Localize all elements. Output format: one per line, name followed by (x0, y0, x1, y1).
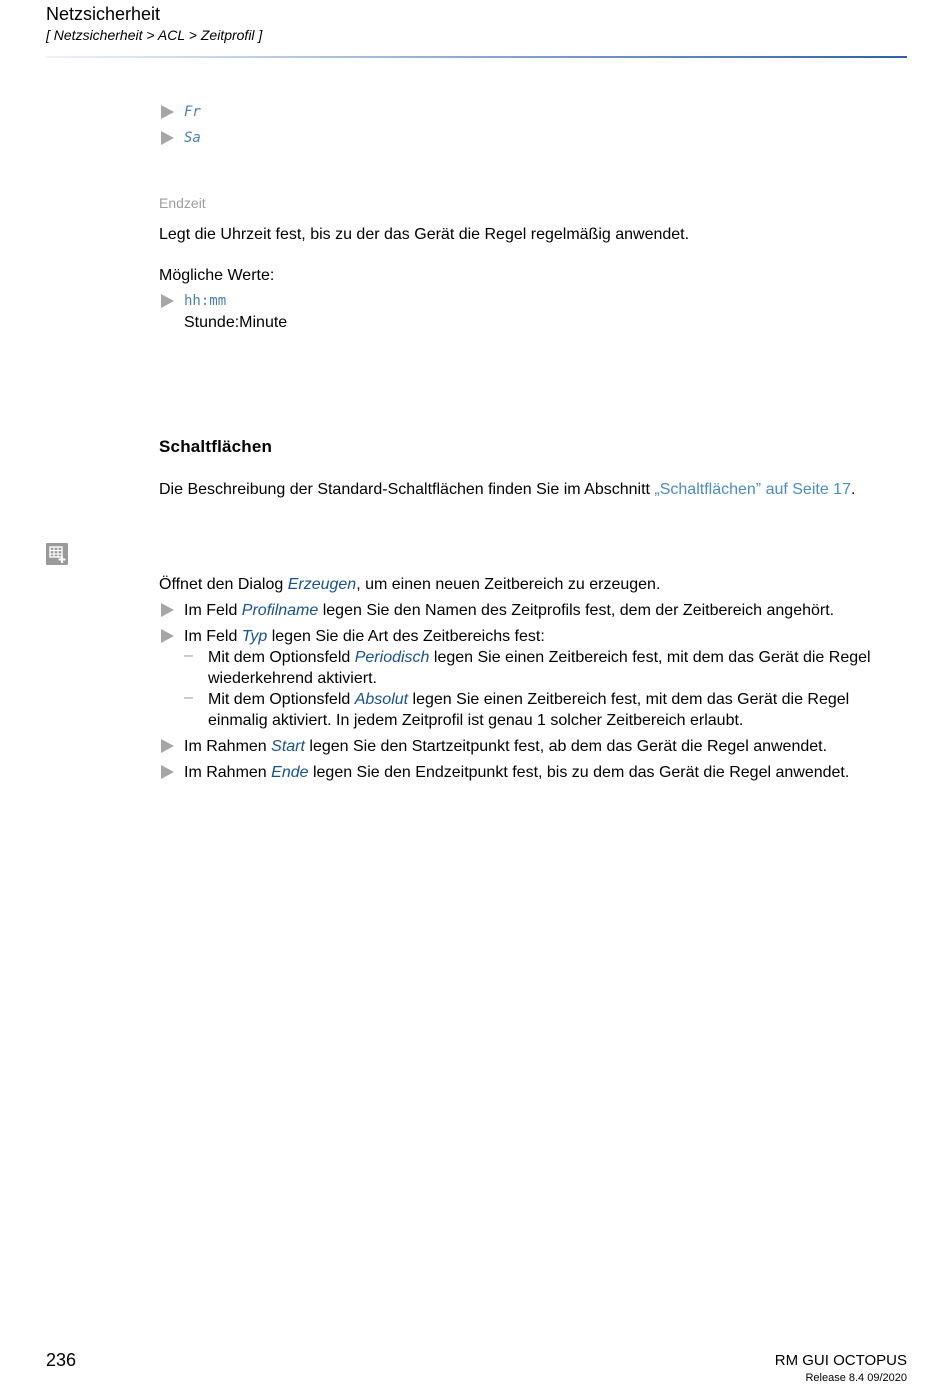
sub-list-item-continued: einmalig aktiviert. In jedem Zeitprofil ist genau 1 solcher Zeitbereich erlaubt. (208, 712, 744, 729)
breadcrumb: [ Netzsicherheit > ACL > Zeitprofil ] (46, 27, 263, 43)
bullet-triangle-icon (161, 131, 174, 145)
sub-bullet-dash: – (184, 689, 193, 706)
frame-name-start: Start (271, 738, 305, 755)
text-segment: legen Sie die Art des Zeitbereichs fest: (267, 628, 545, 645)
text-segment: Im Feld (184, 628, 242, 645)
list-item (184, 600, 834, 621)
text-segment: legen Sie einen Zeitbereich fest, mit dem das Gerät die Regel (429, 649, 871, 666)
header-rule (46, 56, 907, 58)
create-time-range-icon-glyph (46, 543, 68, 565)
value-format: hh:mm (184, 293, 227, 309)
footer-product: RM GUI OCTOPUS (774, 1352, 907, 1369)
field-description: Legt die Uhrzeit fest, bis zu der das Gerät die Regel regelmäßig anwendet. (159, 226, 690, 243)
text-segment: Im Feld (184, 602, 242, 619)
text-segment: Öffnet den Dialog (159, 576, 288, 593)
bullet-triangle-icon (161, 603, 174, 617)
sub-list-item-continued: wiederkehrend aktiviert. (208, 670, 377, 687)
footer-release: Release 8.4 09/2020 (805, 1372, 907, 1384)
frame-name-ende: Ende (271, 764, 309, 781)
page-number: 236 (46, 1350, 77, 1370)
bullet-triangle-icon (161, 765, 174, 779)
section-text-before: Die Beschreibung der Standard-Schaltflächen finden Sie im Abschnitt (159, 481, 655, 498)
text-segment: legen Sie einen Zeitbereich fest, mit dem das Gerät die Regel (408, 691, 850, 708)
page-header-title: Netzsicherheit (46, 4, 161, 24)
option-name-periodisch: Periodisch (354, 649, 430, 666)
text-segment: Mit dem Optionsfeld (208, 649, 355, 666)
sub-list-item (208, 689, 849, 710)
section-text (159, 479, 855, 500)
link-schaltflaechen[interactable]: „Schaltflächen” auf Seite 17 (654, 481, 851, 498)
section-text-after: . (850, 481, 856, 498)
section-heading: Schaltflächen (159, 437, 273, 456)
values-heading: Mögliche Werte: (159, 267, 275, 284)
dialog-name-erzeugen: Erzeugen (287, 576, 357, 593)
sub-list-item (208, 647, 871, 668)
day-value: Sa (184, 130, 201, 146)
text-segment: Im Rahmen (184, 738, 272, 755)
field-name-typ: Typ (241, 628, 268, 645)
create-time-range-icon (46, 543, 68, 565)
list-item (184, 626, 545, 647)
bullet-triangle-icon (161, 739, 174, 753)
bullet-triangle-icon (161, 105, 174, 119)
field-label-endzeit: Endzeit (159, 195, 206, 211)
value-description: Stunde:Minute (184, 314, 288, 331)
text-segment: , um einen neuen Zeitbereich zu erzeugen. (356, 576, 661, 593)
text-segment: legen Sie den Startzeitpunkt fest, ab dem das Gerät die Regel anwendet. (304, 738, 828, 755)
option-name-absolut: Absolut (354, 691, 409, 708)
field-name-profilname: Profilname (241, 602, 319, 619)
day-value: Fr (184, 104, 201, 120)
create-description (159, 574, 660, 595)
list-item (184, 736, 827, 757)
bullet-triangle-icon (161, 294, 174, 308)
text-segment: legen Sie den Endzeitpunkt fest, bis zu dem das Gerät die Regel anwendet. (308, 764, 850, 781)
sub-bullet-dash: – (184, 647, 193, 664)
text-segment: legen Sie den Namen des Zeitprofils fest, dem der Zeitbereich angehört. (318, 602, 835, 619)
text-segment: Mit dem Optionsfeld (208, 691, 355, 708)
bullet-triangle-icon (161, 629, 174, 643)
list-item (184, 762, 849, 783)
text-segment: Im Rahmen (184, 764, 272, 781)
